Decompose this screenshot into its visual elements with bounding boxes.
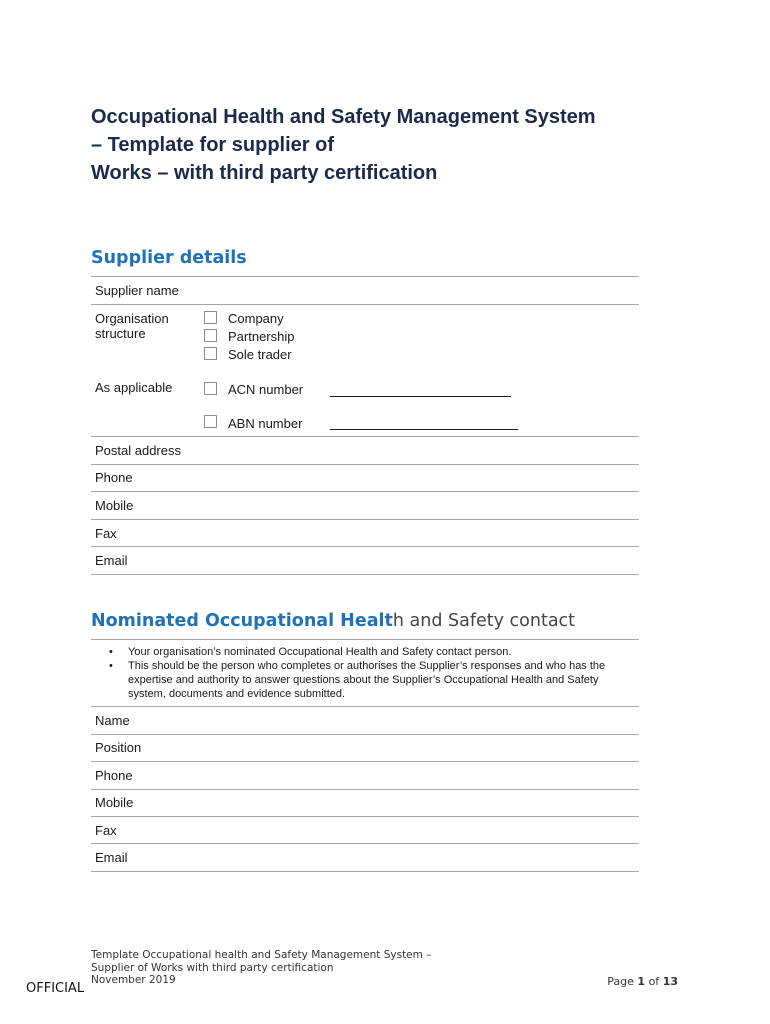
divider	[91, 519, 639, 520]
page-current: 1	[637, 975, 646, 988]
divider	[91, 789, 639, 790]
bullet-glyph: •	[109, 660, 113, 672]
supplier-name-label: Supplier name	[95, 283, 179, 298]
bullet-text: Your organisation’s nominated Occupational Health and Safety contact person.	[128, 646, 512, 658]
contact-mobile-label: Mobile	[95, 795, 134, 810]
partnership-option-label: Partnership	[228, 329, 295, 344]
company-checkbox[interactable]	[204, 311, 217, 324]
divider	[91, 436, 639, 437]
abn-label: ABN number	[228, 416, 303, 431]
as-applicable-label: As applicable	[95, 380, 173, 395]
classification-label: OFFICIAL	[26, 981, 85, 996]
contact-email-label: Email	[95, 850, 128, 865]
title-line-1: Occupational Health and Safety Management System	[91, 106, 596, 128]
divider	[91, 574, 639, 575]
contact-phone-label: Phone	[95, 768, 133, 783]
ohs-contact-heading-rest: h and Safety contact	[392, 611, 576, 631]
bullet-text: This should be the person who completes or authorises the Supplier’s responses and who has the expertise and authority to answer questions about the Supplier’s Occupational Health and Safety system, documents and evidence submitted.	[128, 660, 606, 700]
org-structure-label: structure	[95, 326, 146, 341]
divider	[91, 871, 639, 872]
page-of: of	[648, 975, 660, 988]
list-item	[91, 645, 639, 659]
partnership-checkbox[interactable]	[204, 329, 217, 342]
footer-document-info	[91, 949, 511, 987]
fax-label: Fax	[95, 526, 117, 541]
divider	[91, 843, 639, 844]
divider	[91, 464, 639, 465]
list-item	[91, 659, 639, 701]
title-line-3: Works – with third party certification	[91, 162, 438, 184]
page-word: Page	[607, 975, 634, 988]
mobile-label: Mobile	[95, 498, 134, 513]
divider	[91, 276, 639, 277]
document-title	[91, 103, 711, 187]
bullet-glyph: •	[109, 646, 113, 658]
divider	[91, 639, 639, 640]
company-option-label: Company	[228, 311, 284, 326]
footer-line-2: Supplier of Works with third party certification	[91, 961, 334, 974]
ohs-contact-heading-bold: Nominated Occupational Healt	[91, 611, 393, 631]
divider	[91, 734, 639, 735]
title-line-2: – Template for supplier of	[91, 134, 334, 156]
divider	[91, 491, 639, 492]
org-structure-label: Organisation	[95, 311, 169, 326]
abn-input-line[interactable]	[330, 429, 518, 430]
phone-label: Phone	[95, 470, 133, 485]
contact-position-label: Position	[95, 740, 142, 755]
supplier-details-heading: Supplier details	[91, 248, 247, 268]
divider	[91, 304, 639, 305]
sole-trader-checkbox[interactable]	[204, 347, 217, 360]
email-label: Email	[95, 553, 128, 568]
abn-checkbox[interactable]	[204, 415, 217, 428]
footer-line-3: November 2019	[91, 974, 176, 986]
page-total: 13	[662, 975, 678, 988]
postal-address-label: Postal address	[95, 443, 181, 458]
footer-line-1: Template Occupational health and Safety Management System –	[91, 949, 432, 961]
acn-label: ACN number	[228, 382, 304, 397]
page-number	[607, 975, 678, 988]
divider	[91, 546, 639, 547]
divider	[91, 816, 639, 817]
divider	[91, 761, 639, 762]
contact-name-label: Name	[95, 713, 130, 728]
sole-trader-option-label: Sole trader	[228, 347, 292, 362]
divider	[91, 706, 639, 707]
ohs-contact-heading	[91, 611, 575, 631]
contact-fax-label: Fax	[95, 823, 117, 838]
acn-input-line[interactable]	[330, 396, 511, 397]
ohs-contact-notes	[91, 645, 639, 701]
acn-checkbox[interactable]	[204, 382, 217, 395]
